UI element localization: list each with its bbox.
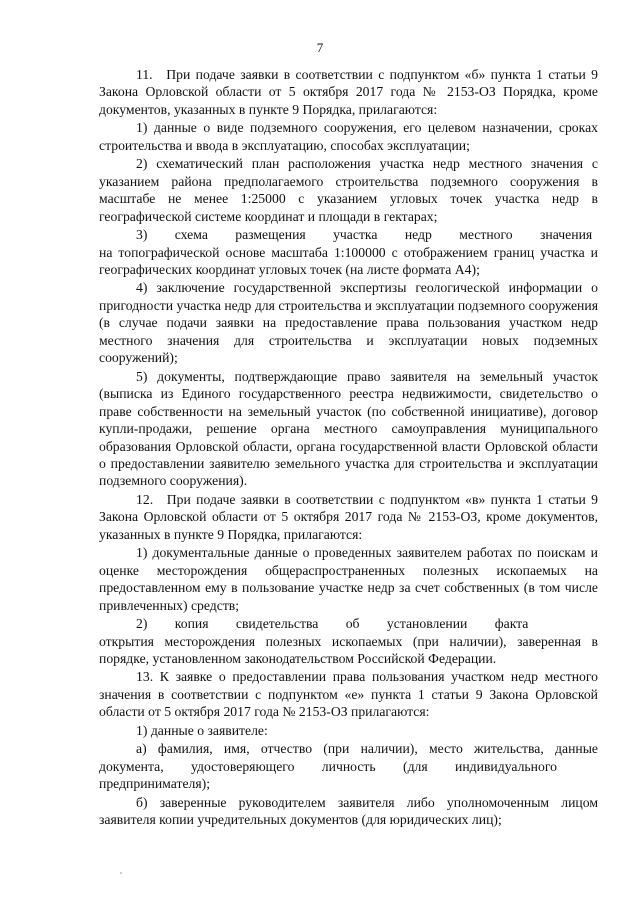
paragraph-11-item-4: 4) заключение государственной экспертизы геологической информации о пригодности участка недр для строительства и эксплуатации подземного сооружения (в случае подачи заявки на предоставление права пользования участком недр местного значения для строительства и эксплуатации новых подземных сооружений); — [99, 280, 598, 366]
paragraph-12: 12. При подаче заявки в соответствии с подпунктом «в» пункта 1 статьи 9 Закона Орловской области от 5 октября 2017 года № 2153-ОЗ, кроме документов, указанных в пункте 9 Порядка, прилагаются: — [99, 491, 598, 542]
paragraph-12-item-2: 2) копия свидетельства об установлении факта открытия месторождения полезных ископаемых (при наличии), заверенная в порядке, установленном законодательством Российской Федерации. — [99, 616, 598, 666]
page-number: 7 — [316, 40, 324, 55]
paragraph-11-item-2: 2) схематический план расположения участка недр местного значения с указанием района предполагаемого строительства подземного сооружения в масштабе не менее 1:25000 с указанием угловых точек участка недр в географической системе координат и площади в гектарах; — [99, 156, 598, 224]
paragraph-13: 13. К заявке о предоставлении права пользования участком недр местного значения в соответствии с подпунктом «е» пункта 1 статьи 9 Закона Орловской области от 5 октября 2017 года № 2153-ОЗ прилагаются: — [99, 669, 598, 720]
scan-speck — [120, 872, 122, 874]
paragraph-11-item-5: 5) документы, подтверждающие право заявителя на земельный участок (выписка из Единого государственного реестра недвижимости, свидетельство о праве собственности на земельный участок (по собственной инициативе), договор купли-продажи, решение органа местного самоуправления муниципального образования Орловской области, органа государственной власти Орловской области о предоставлении заявителю земельного участка для строительства и эксплуатации подземного сооружения). — [99, 368, 598, 489]
paragraph-13-item-1a: а) фамилия, имя, отчество (при наличии), место жительства, данные документа, удостоверяющего личность (для индивидуального предпринимателя); — [99, 741, 598, 792]
paragraph-11-item-1: 1) данные о виде подземного сооружения, его целевом назначении, сроках строительства и ввода в эксплуатацию, способах эксплуатации; — [99, 120, 598, 153]
paragraph-11-item-3: 3) схема размещения участка недр местного значения на топографической основе масштаба 1:100000 с отображением границ участка и географических координат угловых точек (на листе формата А4); — [99, 227, 598, 277]
paragraph-13-item-1: 1) данные о заявителе: — [136, 722, 268, 738]
paragraph-12-item-1: 1) документальные данные о проведенных заявителем работах по поискам и оценке месторождения общераспространенных полезных ископаемых на предоставленном ему в пользование участке недр за счет собственных (в том числе привлеченных) средств; — [99, 545, 598, 613]
paragraph-11: 11. При подаче заявки в соответствии с подпунктом «б» пункта 1 статьи 9 Закона Орловской области от 5 октября 2017 года № 2153-ОЗ Порядка, кроме документов, указанных в пункте 9 Порядка, прилагаются: — [99, 67, 598, 117]
paragraph-13-item-1b: б) заверенные руководителем заявителя либо уполномоченным лицом заявителя копии учредительных документов (для юридических лиц); — [99, 794, 598, 828]
document-body — [99, 66, 598, 828]
